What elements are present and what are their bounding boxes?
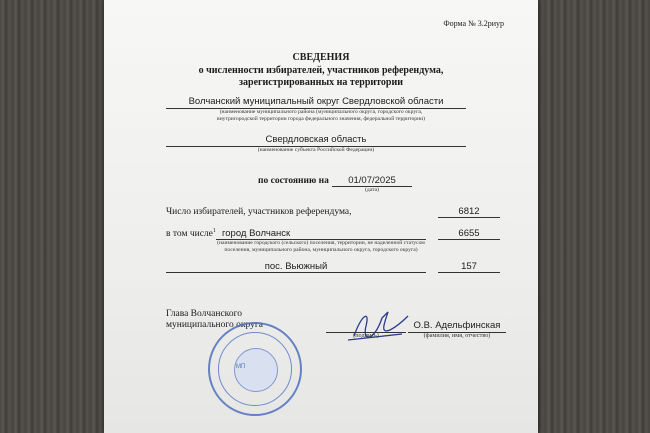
including-text: в том числе <box>166 229 213 240</box>
total-value: 6812 <box>458 206 480 217</box>
signer-position-2: муниципального округа <box>166 320 264 330</box>
document-subtitle-1: о численности избирателей, участников референдума, <box>198 65 444 76</box>
territory-value: Волчанский муниципальный округ Свердловской области <box>188 96 444 107</box>
official-stamp <box>208 322 302 416</box>
document-subtitle-2: зарегистрированных на территории <box>238 77 404 88</box>
including-label <box>166 228 216 239</box>
date-value: 01/07/2025 <box>348 175 396 186</box>
territory-caption-2: внутригородской территории города федерального значения, федеральной территории) <box>217 116 425 122</box>
signature-caption: (подпись) <box>353 332 379 339</box>
form-number: Форма № 3.2риур <box>443 19 504 28</box>
settlement1-count: 6655 <box>458 228 480 239</box>
footnote-mark: 1 <box>212 228 216 234</box>
settlement-caption-2: поселения, муниципального района, муниципального округа, городского округа) <box>224 247 418 253</box>
signer-name-caption: (фамилия, имя, отчество) <box>423 332 491 339</box>
settlement2-underline <box>166 272 426 273</box>
stamp-label: МП <box>236 364 246 370</box>
total-underline <box>438 217 500 218</box>
signature-scribble <box>344 306 414 348</box>
subject-value: Свердловская область <box>265 134 367 145</box>
signer-position-1: Глава Волчанского <box>166 309 242 319</box>
date-caption: (дата) <box>365 187 379 193</box>
settlement1-count-underline <box>438 239 500 240</box>
document-page <box>104 0 538 433</box>
signer-name: О.В. Адельфинская <box>413 320 501 331</box>
document-title: СВЕДЕНИЯ <box>292 52 350 63</box>
settlement2-count-underline <box>438 272 500 273</box>
subject-caption: (наименование субъекта Российской Федерации) <box>257 147 375 153</box>
settlement2-count: 157 <box>461 261 477 272</box>
territory-caption-1: (наименование муниципального района (муниципального округа, городского округа, <box>219 109 423 115</box>
settlement2-value: пос. Вьюжный <box>264 261 328 272</box>
settlement-caption-1: (наименование городского (сельского) поселения, территории, не наделенной статусом <box>217 240 425 246</box>
date-label: по состоянию на <box>258 176 329 186</box>
total-label: Число избирателей, участников референдума, <box>166 207 352 217</box>
settlement1-value: город Волчанск <box>222 228 291 239</box>
stamp-emblem <box>234 348 278 392</box>
